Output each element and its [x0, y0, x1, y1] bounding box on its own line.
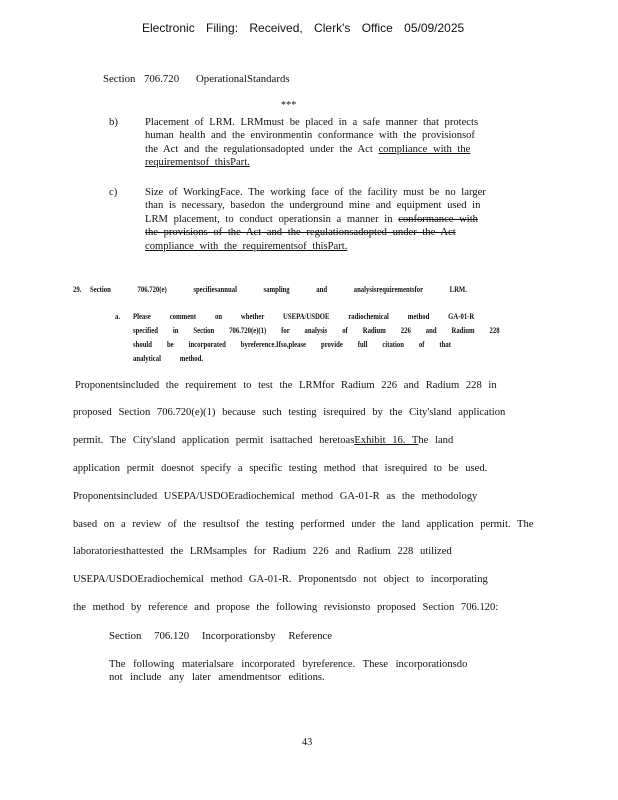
plain-text: permit. The City'sland application permit isattached heretoas	[73, 435, 355, 446]
response-line: USEPA/USDOEradiochemical method GA-01-R. Proponentsdo not object to incorporating	[73, 574, 488, 585]
subsection-b-line	[145, 156, 478, 169]
plain-text: the Act and the regulationsadopted under the Act	[145, 143, 379, 155]
question-line: Please comment on whether USEPA/USDOE radiochemical method GA-01-R	[133, 311, 475, 321]
response-line: based on a review of the resultsof the testing performed under the land application permit. The	[73, 519, 534, 530]
asterisks: ***	[281, 100, 297, 111]
subsection-c-label: c)	[109, 186, 118, 198]
question-line: analytical method.	[133, 353, 204, 363]
response-line: application permit doesnot specify a specific testing method that isrequired to be used.	[73, 463, 488, 474]
subsection-c-line: than is necessary, basedon the underground mine and equipment used in	[145, 200, 481, 212]
subsection-c-line	[145, 213, 486, 226]
subsection-b-text	[145, 116, 478, 170]
subsection-b-line	[145, 143, 478, 156]
inserted-text: compliance with the	[378, 143, 471, 155]
question-item-label: a.	[115, 311, 121, 321]
plain-text: he land	[418, 435, 454, 446]
response-line: Proponentsincluded the requirement to test the LRMfor Radium 226 and Radium 228 in	[75, 380, 497, 391]
subsection-b-line: human health and the environmentin conformance with the provisionsof	[145, 130, 475, 142]
proposed-section-heading: Section 706.120 Incorporationsby Reference	[109, 630, 333, 642]
response-line: the method by reference and propose the following revisionsto proposed Section 706.120:	[73, 602, 499, 613]
deleted-text: the provisions of the Act and the regulationsadopted under the Act	[145, 227, 456, 239]
question-line: specified in Section 706.720(e)(1) for analysis of Radium 226 and Radium 228	[133, 325, 500, 335]
proposed-section-text	[109, 658, 467, 685]
subsection-b-label: b)	[109, 116, 118, 128]
subsection-c-line	[145, 240, 486, 253]
proposed-section-line: The following materialsare incorporated byreference. These incorporationsdo	[109, 659, 468, 670]
inserted-text: Exhibit 16. T	[354, 435, 419, 446]
page-number: 43	[302, 737, 313, 748]
section-label: Section	[103, 73, 136, 85]
deleted-text: conformance with	[398, 213, 478, 225]
subsection-c-line	[145, 226, 486, 239]
question-intro: Section 706.720(e) specifiesannual sampling and analysisrequirementsfor LRM.	[90, 284, 467, 294]
subsection-b-line: Placement of LRM. LRMmust be placed in a safe manner that protects	[145, 117, 479, 128]
question-number: 29.	[73, 284, 82, 294]
question-line: should be incorporated byreference.Ifso,please provide full citation of that	[133, 339, 451, 349]
response-line: laboratoriesthattested the LRMsamples for Radium 226 and Radium 228 utilized	[73, 546, 452, 557]
inserted-text: requirementsof thisPart.	[145, 157, 250, 169]
subsection-c-text	[145, 186, 486, 253]
section-number: 706.720	[144, 73, 180, 85]
response-line	[73, 435, 453, 446]
inserted-text: compliance with the requirementsof thisPart.	[145, 240, 348, 252]
subsection-c-line: Size of WorkingFace. The working face of the facility must be no larger	[145, 187, 486, 198]
section-title: OperationalStandards	[196, 73, 290, 85]
proposed-section-line: not include any later amendmentsor editions.	[109, 672, 325, 684]
plain-text: LRM placement, to conduct operationsin a manner in	[145, 213, 399, 225]
response-line: Proponentsincluded USEPA/USDOEradiochemical method GA-01-R as the methodology	[73, 491, 478, 502]
filing-header: Electronic Filing: Received, Clerk's Office 05/09/2025	[142, 21, 465, 35]
response-line: proposed Section 706.720(e)(1) because such testing isrequired by the City'sland application	[73, 407, 506, 418]
